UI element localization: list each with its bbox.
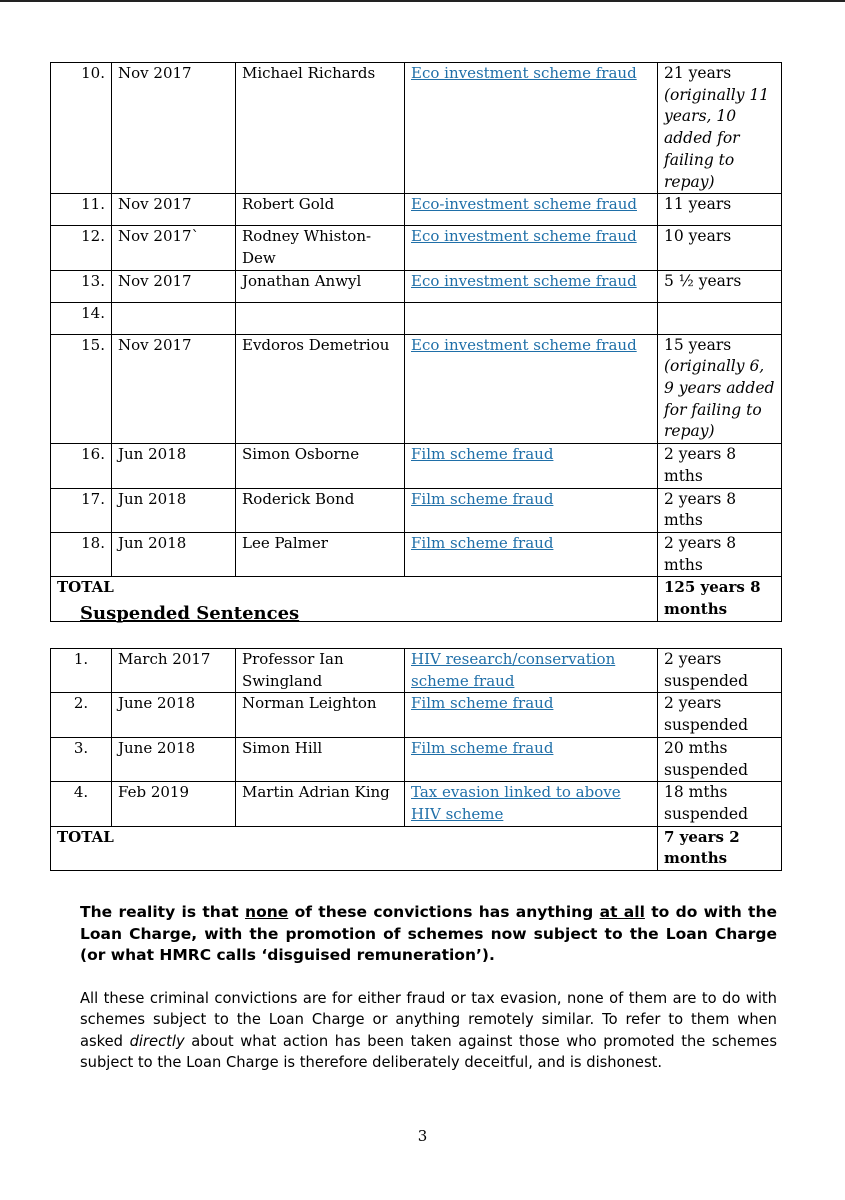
sentence-cell: 20 mths suspended xyxy=(658,737,782,781)
table-row xyxy=(51,737,782,781)
row-number: 16. xyxy=(51,444,112,488)
total-label: TOTAL xyxy=(51,826,658,870)
emphasis-none: none xyxy=(245,903,289,921)
text-run: of these convictions has anything xyxy=(288,903,600,921)
offence-cell xyxy=(405,302,658,334)
name-cell: Rodney Whiston-Dew xyxy=(236,226,405,270)
sentence-value: 5 ½ years xyxy=(664,271,742,290)
sentence-value: 2 years 8 mths xyxy=(664,533,737,574)
row-number: 2. xyxy=(51,693,112,737)
row-number: 14. xyxy=(51,302,112,334)
table-row xyxy=(51,302,782,334)
row-number: 10. xyxy=(51,63,112,194)
date-cell: Nov 2017 xyxy=(112,334,236,444)
suspended-table-body xyxy=(51,649,782,827)
offence-link[interactable]: Film scheme fraud xyxy=(411,738,554,757)
table-row xyxy=(51,270,782,302)
sentence-cell xyxy=(658,488,782,532)
table-row xyxy=(51,444,782,488)
convictions-table-body xyxy=(51,63,782,577)
table-row xyxy=(51,194,782,226)
sentence-cell xyxy=(658,226,782,270)
table-row xyxy=(51,63,782,194)
offence-cell xyxy=(405,737,658,781)
offence-link[interactable]: Film scheme fraud xyxy=(411,489,554,508)
table-row xyxy=(51,226,782,270)
top-border-line xyxy=(0,0,845,2)
date-cell: Jun 2018 xyxy=(112,444,236,488)
row-number: 17. xyxy=(51,488,112,532)
text-run: All these criminal convictions are for either fraud or tax evasion, none of them are to do with schemes subject to the Loan Charge or anything remotely similar. To refer to them when asked xyxy=(80,990,777,1050)
row-number: 3. xyxy=(51,737,112,781)
sentence-cell xyxy=(658,194,782,226)
name-cell: Martin Adrian King xyxy=(236,782,405,826)
suspended-sentences-table xyxy=(50,648,782,871)
suspended-sentences-heading: Suspended Sentences xyxy=(80,603,300,624)
date-cell: March 2017 xyxy=(112,649,236,693)
offence-link[interactable]: Eco investment scheme fraud xyxy=(411,271,637,290)
table-row xyxy=(51,334,782,444)
offence-link[interactable]: Film scheme fraud xyxy=(411,694,554,713)
row-number: 15. xyxy=(51,334,112,444)
sentence-note: (originally 6, 9 years added for failing to repay) xyxy=(664,357,775,441)
offence-cell xyxy=(405,693,658,737)
total-label: TOTAL xyxy=(51,577,658,621)
sentence-cell xyxy=(658,532,782,576)
offence-cell xyxy=(405,226,658,270)
table-row xyxy=(51,693,782,737)
table-row xyxy=(51,782,782,826)
sentence-cell: 18 mths suspended xyxy=(658,782,782,826)
row-number: 11. xyxy=(51,194,112,226)
sentence-cell xyxy=(658,334,782,444)
table-row xyxy=(51,649,782,693)
row-number: 4. xyxy=(51,782,112,826)
emphasis-directly: directly xyxy=(129,1032,185,1050)
name-cell: Simon Osborne xyxy=(236,444,405,488)
offence-cell xyxy=(405,270,658,302)
offence-cell xyxy=(405,649,658,693)
offence-link[interactable]: Eco-investment scheme fraud xyxy=(411,195,637,214)
text-run: The reality is that xyxy=(80,903,246,921)
sentence-value: 2 years 8 mths xyxy=(664,445,737,485)
text-run: to do with the Loan Charge, with the promotion of schemes now subject to the Loan Charge (or what HMRC calls ‘disguised remuneration’). xyxy=(80,903,778,964)
emphasis-at-all: at all xyxy=(599,903,645,921)
offence-cell xyxy=(405,444,658,488)
offence-cell xyxy=(405,532,658,576)
convictions-table xyxy=(50,62,782,622)
offence-link[interactable]: Film scheme fraud xyxy=(411,445,554,464)
name-cell: Professor Ian Swingland xyxy=(236,649,405,693)
name-cell: Michael Richards xyxy=(236,63,405,194)
row-number: 1. xyxy=(51,649,112,693)
total-value: 7 years 2 months xyxy=(658,826,782,870)
date-cell: June 2018 xyxy=(112,737,236,781)
date-cell: June 2018 xyxy=(112,693,236,737)
sentence-note: (originally 11 years, 10 added for failing to repay) xyxy=(664,85,770,191)
name-cell: Robert Gold xyxy=(236,194,405,226)
row-number: 18. xyxy=(51,532,112,576)
offence-link[interactable]: Film scheme fraud xyxy=(411,533,554,552)
date-cell: Nov 2017 xyxy=(112,194,236,226)
name-cell: Jonathan Anwyl xyxy=(236,270,405,302)
date-cell: Jun 2018 xyxy=(112,488,236,532)
sentence-cell xyxy=(658,270,782,302)
name-cell: Simon Hill xyxy=(236,737,405,781)
sentence-cell: 2 years suspended xyxy=(658,693,782,737)
sentence-cell xyxy=(658,63,782,194)
offence-link[interactable]: Eco investment scheme fraud xyxy=(411,335,637,354)
suspended-total-row xyxy=(51,826,782,870)
name-cell: Roderick Bond xyxy=(236,488,405,532)
date-cell: Nov 2017` xyxy=(112,226,236,270)
row-number: 12. xyxy=(51,226,112,270)
offence-cell xyxy=(405,334,658,444)
sentence-cell: 2 years suspended xyxy=(658,649,782,693)
date-cell: Nov 2017 xyxy=(112,270,236,302)
sentence-value: 10 years xyxy=(664,227,732,246)
name-cell: Norman Leighton xyxy=(236,693,405,737)
sentence-value: 11 years xyxy=(664,195,732,214)
sentence-value: 21 years xyxy=(664,64,732,82)
offence-link[interactable]: HIV research/conservation scheme fraud xyxy=(411,650,616,690)
table-row xyxy=(51,488,782,532)
offence-link[interactable]: Eco investment scheme fraud xyxy=(411,227,637,246)
date-cell: Nov 2017 xyxy=(112,63,236,194)
name-cell xyxy=(236,302,405,334)
offence-link[interactable]: Tax evasion linked to above HIV scheme xyxy=(411,783,621,823)
sentence-cell xyxy=(658,444,782,488)
reality-paragraph xyxy=(80,902,777,967)
table-row xyxy=(51,532,782,576)
sentence-cell xyxy=(658,302,782,334)
sentence-value: 15 years xyxy=(664,335,732,354)
date-cell: Jun 2018 xyxy=(112,532,236,576)
page-number: 3 xyxy=(417,1127,428,1145)
offence-cell xyxy=(405,488,658,532)
offence-cell xyxy=(405,782,658,826)
text-run: about what action has been taken against those who promoted the schemes subject to the Loan Charge is therefore deliberately deceitful, and is dishonest. xyxy=(80,1032,777,1071)
row-number: 13. xyxy=(51,270,112,302)
offence-link[interactable]: Eco investment scheme fraud xyxy=(411,64,637,82)
explanation-paragraph xyxy=(80,988,777,1073)
name-cell: Lee Palmer xyxy=(236,532,405,576)
total-value: 125 years 8 months xyxy=(658,577,782,621)
name-cell: Evdoros Demetriou xyxy=(236,334,405,444)
date-cell xyxy=(112,302,236,334)
sentence-value: 2 years 8 mths xyxy=(664,489,737,530)
offence-cell xyxy=(405,194,658,226)
offence-cell xyxy=(405,63,658,194)
date-cell: Feb 2019 xyxy=(112,782,236,826)
